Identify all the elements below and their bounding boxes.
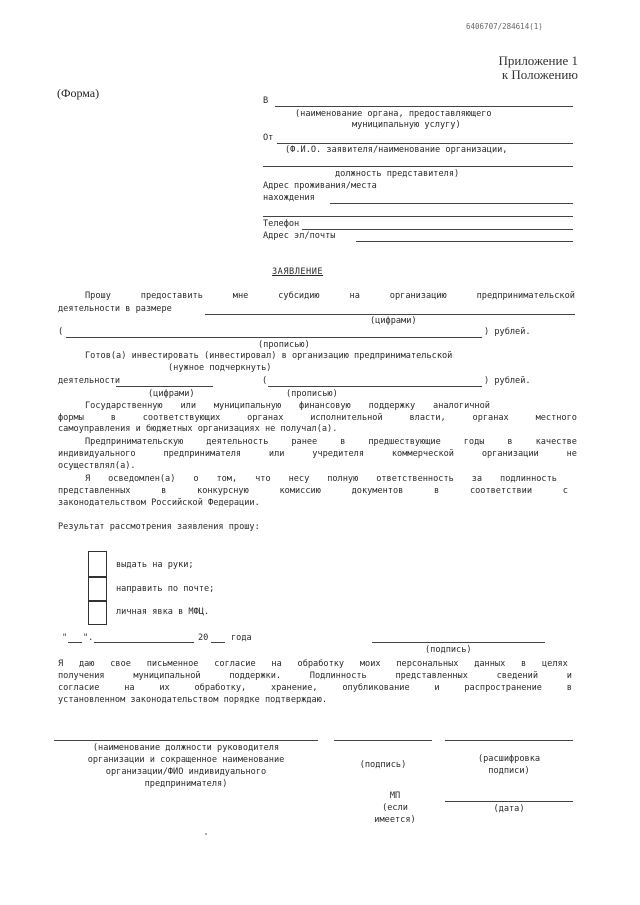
paragraph-5-line-1: Я осведомлен(а) о том, что несу полную ответственность за подлинность	[85, 474, 557, 484]
words-caption: (прописью)	[258, 340, 310, 350]
amount-words-line[interactable]	[66, 337, 482, 338]
paragraph-4-line-1: Предпринимательскую деятельность ранее в предшествующие годы в качестве	[85, 437, 577, 447]
decipher-caption-1: (расшифровка	[477, 754, 541, 764]
manager-signature-caption: (подпись)	[359, 760, 407, 770]
paragraph-3-line-2: формы в соответствующих органах исполнительной власти, органах местного	[58, 413, 577, 423]
rubles-suffix: ) рублей.	[484, 327, 531, 337]
position-caption-1: (наименование должности руководителя	[92, 743, 280, 753]
date-signed-caption: (дата)	[493, 804, 525, 814]
invest-words-line[interactable]	[268, 386, 482, 387]
address-line-2[interactable]	[263, 216, 573, 217]
applicant-signature-line[interactable]	[372, 642, 545, 643]
rubles-suffix-2: ) рублей.	[484, 376, 531, 386]
consent-line-3: согласие на их обработку, хранение, опубликование и распространение в	[58, 683, 572, 693]
digits-caption-2: (цифрами)	[148, 389, 195, 399]
consent-line-1: Я даю свое письменное согласие на обработку моих персональных данных в целях	[58, 659, 568, 669]
document-number: 6406707/284614(1)	[466, 22, 543, 31]
date-year-line[interactable]	[211, 642, 225, 643]
decipher-caption-2: подписи)	[488, 766, 530, 776]
applicant-caption: (Ф.И.О. заявителя/наименование организации,	[285, 145, 508, 155]
invest-digits-line[interactable]	[116, 386, 213, 387]
phone-line[interactable]	[302, 229, 573, 230]
consent-line-2: получения муниципальной поддержки. Подлинность представленных сведений и	[58, 671, 572, 681]
applicant-name-line[interactable]	[277, 143, 573, 144]
digits-caption: (цифрами)	[370, 316, 417, 326]
date-quote-open: "	[62, 633, 68, 643]
manager-signature-line[interactable]	[334, 740, 432, 741]
applicant-signature-caption: (подпись)	[425, 645, 472, 655]
position-name-line[interactable]	[54, 740, 318, 741]
position-caption: должность представителя)	[335, 169, 460, 179]
stamp-condition-2: имеется)	[374, 815, 416, 825]
paragraph-4-line-3: осуществлял(а).	[58, 461, 136, 471]
organ-name-line[interactable]	[275, 106, 573, 107]
paragraph-5-line-3: законодательством Российской Федерации.	[58, 498, 260, 508]
activity-label: деятельности	[58, 376, 121, 386]
address-line-1[interactable]	[330, 203, 573, 204]
paragraph-1-line-2: деятельности в размере	[58, 304, 172, 314]
to-prefix: В	[263, 96, 269, 106]
option-post-label: направить по почте;	[116, 584, 215, 594]
invest-line: Готов(а) инвестировать (инвестировал) в организацию предпринимательской	[85, 351, 453, 361]
scan-speck	[205, 833, 207, 835]
applicant-extra-line[interactable]	[263, 166, 573, 167]
paragraph-1-line-1: Прошу предоставить мне субсидию на организацию предпринимательской	[85, 291, 575, 301]
date-quote-close: ".	[83, 633, 94, 643]
phone-label: Телефон	[263, 219, 300, 229]
from-prefix: От	[263, 133, 274, 143]
result-intro: Результат рассмотрения заявления прошу:	[58, 522, 260, 532]
date-month-line[interactable]	[94, 642, 194, 643]
position-caption-2: организации и сокращенное наименование	[87, 755, 285, 765]
paragraph-3-line-3: самоуправления и бюджетных организациях не получал(а).	[58, 424, 338, 434]
decipher-line[interactable]	[445, 740, 573, 741]
open-paren: (	[58, 327, 64, 337]
amount-digits-line[interactable]	[205, 314, 575, 315]
document-title: ЗАЯВЛЕНИЕ	[272, 267, 324, 277]
date-year-suffix: года	[231, 633, 252, 643]
position-caption-4: предпринимателя)	[144, 779, 228, 789]
appendix-line-1: Приложение 1	[498, 53, 578, 68]
option-mfc-label: личная явка в МФЦ.	[116, 607, 210, 617]
organ-caption-line2: муниципальную услугу)	[352, 120, 461, 130]
option-hand-label: выдать на руки;	[116, 560, 194, 570]
words-caption-2: (прописью)	[286, 389, 338, 399]
open-paren-2: (	[262, 376, 268, 386]
position-caption-3: организации/ФИО индивидуального	[105, 767, 267, 777]
organ-caption-line1: (наименование органа, предоставляющего	[295, 109, 492, 119]
stamp-label: МП	[389, 791, 401, 801]
email-label: Адрес эл/почты	[263, 231, 336, 241]
consent-line-4: установленном законодательством порядке подтверждаю.	[58, 695, 328, 705]
paragraph-4-line-2: индивидуального предпринимателя или учредителя коммерческой организации не	[58, 449, 577, 459]
paragraph-3-line-1: Государственную или муниципальную финансовую поддержку аналогичной	[85, 401, 490, 411]
address-label-line2: нахождения	[263, 193, 315, 203]
email-line[interactable]	[356, 241, 573, 242]
stamp-condition-1: (если	[382, 803, 408, 813]
date-day-line[interactable]	[68, 642, 82, 643]
underline-caption: (нужное подчеркнуть)	[168, 363, 272, 373]
paragraph-5-line-2: представленных в конкурсную комиссию документов в соответствии с	[58, 486, 568, 496]
appendix-line-2: к Положению	[501, 67, 578, 82]
date-year-prefix: 20	[198, 633, 209, 643]
option-mfc-checkbox[interactable]	[88, 601, 107, 625]
address-label-line1: Адрес проживания/места	[263, 181, 377, 191]
date-signed-line[interactable]	[445, 801, 573, 802]
option-post-checkbox[interactable]	[88, 577, 107, 601]
form-label: (Форма)	[57, 86, 100, 100]
option-hand-checkbox[interactable]	[88, 551, 107, 577]
